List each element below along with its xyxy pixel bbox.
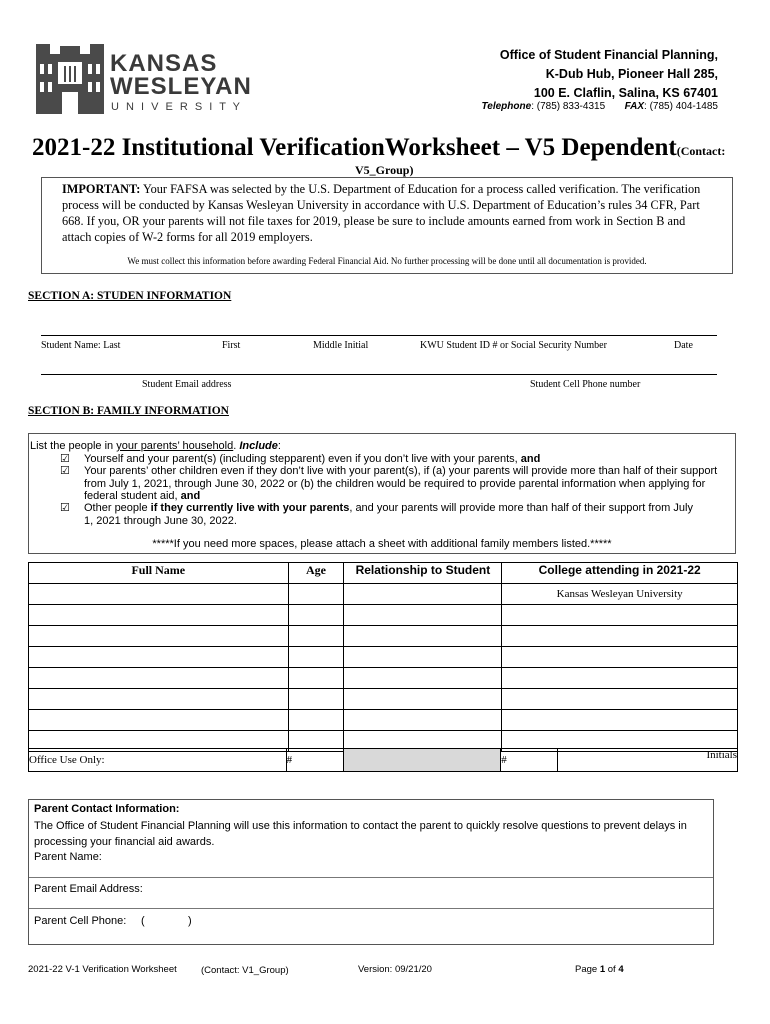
- label-student-email: Student Email address: [142, 379, 232, 390]
- cell-college[interactable]: [502, 605, 738, 626]
- parent-contact-heading: Parent Contact Information:: [34, 803, 180, 815]
- parent-phone-paren-open[interactable]: (: [141, 915, 145, 927]
- table-row[interactable]: [29, 689, 738, 710]
- intro-text: List the people in: [30, 440, 117, 452]
- cell-college[interactable]: [502, 626, 738, 647]
- university-building-logo: [36, 44, 104, 114]
- cell-relationship[interactable]: [344, 626, 502, 647]
- office-street: 100 E. Claflin, Salina, KS 67401: [533, 86, 718, 100]
- cell-age[interactable]: [288, 605, 344, 626]
- cell-relationship[interactable]: [344, 668, 502, 689]
- include-item-others: [84, 502, 704, 527]
- title-contact-group: V5_Group): [355, 163, 414, 177]
- more-spaces-note: *****If you need more spaces, please attach a sheet with additional family members listed.*****: [152, 538, 612, 550]
- family-members-table: [28, 562, 738, 752]
- cell-college[interactable]: [502, 668, 738, 689]
- fax-label: FAX: [624, 101, 645, 112]
- cell-college[interactable]: [502, 647, 738, 668]
- office-use-table: [28, 748, 738, 772]
- cell-name[interactable]: [29, 584, 289, 605]
- important-label: IMPORTANT:: [62, 182, 141, 196]
- telephone-label: Telephone: [481, 101, 532, 112]
- footer-version: Version: 09/21/20: [358, 964, 432, 975]
- col-full-name: Full Name: [29, 563, 289, 584]
- household-intro: [30, 440, 730, 453]
- cell-relationship[interactable]: [344, 605, 502, 626]
- table-row[interactable]: [29, 647, 738, 668]
- item-self-text: Yourself and your parent(s) (including stepparent) even if you don’t live with your parents,: [84, 453, 521, 465]
- include-item-self: [84, 453, 729, 466]
- section-a-heading: SECTION A: STUDEN INFORMATION: [28, 290, 232, 302]
- label-student-id: KWU Student ID # or Social Security Number: [420, 340, 607, 351]
- cell-relationship[interactable]: [344, 710, 502, 731]
- cell-name[interactable]: [29, 605, 289, 626]
- cell-college[interactable]: Kansas Wesleyan University: [502, 584, 738, 605]
- logo-text-wesleyan: WESLEYAN: [110, 73, 252, 100]
- logo-text-university: U N I V E R S I T Y: [111, 101, 242, 113]
- item-others-tail: , and your parents will provide more than half of their support from July 1, 2021 through June 30, 2022.: [84, 502, 693, 527]
- label-date: Date: [674, 340, 693, 351]
- page-title: [32, 134, 725, 162]
- cell-age[interactable]: [288, 626, 344, 647]
- item-children-and: and: [180, 490, 201, 502]
- parent-phone-label: Parent Cell Phone:: [34, 915, 127, 927]
- item-others-text: Other people: [84, 502, 151, 514]
- label-first-name: First: [222, 340, 241, 351]
- footer-contact: (Contact: V1_Group): [201, 965, 289, 976]
- page-of: of: [605, 964, 619, 975]
- office-building: K-Dub Hub, Pioneer Hall 285,: [545, 67, 718, 81]
- cell-name[interactable]: [29, 689, 289, 710]
- cell-name[interactable]: [29, 626, 289, 647]
- parent-email-label: Parent Email Address:: [34, 883, 143, 895]
- parent-phone-paren-close[interactable]: ): [188, 915, 192, 927]
- col-age: Age: [288, 563, 344, 584]
- cell-relationship[interactable]: [344, 584, 502, 605]
- item-children-text: Your parents’ other children even if they don’t live with your parent(s), if (a) your parents will provide more than half of their support from July 1, 2021, through June 30, 2022 or (b) the children would be required to provide parental information when applying for federal student aid,: [84, 465, 718, 502]
- office-name: Office of Student Financial Planning,: [499, 48, 718, 62]
- parent-contact-description: The Office of Student Financial Planning will use this information to contact the parent to quickly resolve questions to prevent delays in processing your financial aid awards.: [34, 820, 687, 848]
- parent-name-field[interactable]: [29, 877, 713, 878]
- cell-name[interactable]: [29, 710, 289, 731]
- label-student-last-name: Student Name: Last: [41, 340, 121, 351]
- checkbox-icon: ☑: [60, 453, 70, 465]
- student-name-line[interactable]: [41, 335, 717, 336]
- intro-underlined: your parents’ household: [116, 440, 234, 452]
- table-row[interactable]: [29, 584, 738, 605]
- label-student-cell: Student Cell Phone number: [530, 379, 641, 390]
- cell-name[interactable]: [29, 647, 289, 668]
- intro-include: Include: [239, 440, 278, 452]
- include-item-children: [84, 465, 734, 503]
- cell-college[interactable]: [502, 710, 738, 731]
- important-body: Your FAFSA was selected by the U.S. Department of Education for a process called verification. The verification process will be conducted by Kansas Wesleyan University in accordance with U.S. Department of Education’s rules 34 CFR, Part 668. If you, OR your parents will not file taxes for 2019, please be sure to include amounts earned from work in Section B and attach copies of W-2 forms for all 2019 employers.: [62, 182, 701, 244]
- cell-age[interactable]: [288, 647, 344, 668]
- item-self-and: and: [520, 453, 541, 465]
- cell-age[interactable]: [288, 689, 344, 710]
- table-row[interactable]: [29, 710, 738, 731]
- cell-age[interactable]: [288, 710, 344, 731]
- office-address: [500, 46, 718, 103]
- office-use-hash-2: #: [501, 749, 558, 772]
- office-contacts: [482, 101, 718, 112]
- page-current: 1: [599, 964, 606, 975]
- page-total: 4: [618, 964, 624, 975]
- page-label: Page: [575, 964, 600, 975]
- office-use-shaded-cell: [343, 749, 501, 772]
- cell-relationship[interactable]: [344, 689, 502, 710]
- office-use-initials: Initials: [558, 749, 738, 772]
- student-contact-line[interactable]: [41, 374, 717, 375]
- office-use-hash-1: #: [286, 749, 343, 772]
- footer-page-number: [575, 964, 624, 975]
- item-others-bold: if they currently live with your parents: [150, 502, 350, 514]
- title-contact: (Contact:: [676, 144, 726, 158]
- checkbox-icon: ☑: [60, 465, 70, 477]
- cell-college[interactable]: [502, 689, 738, 710]
- label-middle-initial: Middle Initial: [313, 340, 369, 351]
- intro-period: .: [233, 440, 240, 452]
- parent-email-field[interactable]: [29, 908, 713, 909]
- table-header-row: [29, 563, 738, 584]
- cell-age[interactable]: [288, 668, 344, 689]
- col-relationship: Relationship to Student: [344, 563, 502, 584]
- section-b-heading: SECTION B: FAMILY INFORMATION: [28, 405, 229, 417]
- title-main: 2021-22 Institutional VerificationWorksheet – V5 Dependent: [32, 134, 677, 161]
- office-use-label: Office Use Only:: [29, 749, 287, 772]
- table-row[interactable]: [29, 605, 738, 626]
- footer-doc-name: 2021-22 V-1 Verification Worksheet: [28, 964, 177, 975]
- telephone-number: : (785) 833-4315: [531, 101, 606, 112]
- fax-number: : (785) 404-1485: [644, 101, 718, 112]
- parent-name-label: Parent Name:: [34, 851, 102, 863]
- table-row[interactable]: [29, 668, 738, 689]
- checkbox-icon: ☑: [60, 502, 70, 514]
- col-college: College attending in 2021-22: [502, 563, 738, 584]
- logo-text-kansas: KANSAS: [110, 50, 218, 77]
- office-use-row: [29, 749, 738, 772]
- table-row[interactable]: [29, 626, 738, 647]
- cell-name[interactable]: [29, 668, 289, 689]
- intro-colon: :: [277, 440, 281, 452]
- important-text: [62, 181, 712, 245]
- cell-age[interactable]: [288, 584, 344, 605]
- cell-relationship[interactable]: [344, 647, 502, 668]
- important-note: We must collect this information before awarding Federal Financial Aid. No further processing will be done until all documentation is provided.: [127, 256, 647, 266]
